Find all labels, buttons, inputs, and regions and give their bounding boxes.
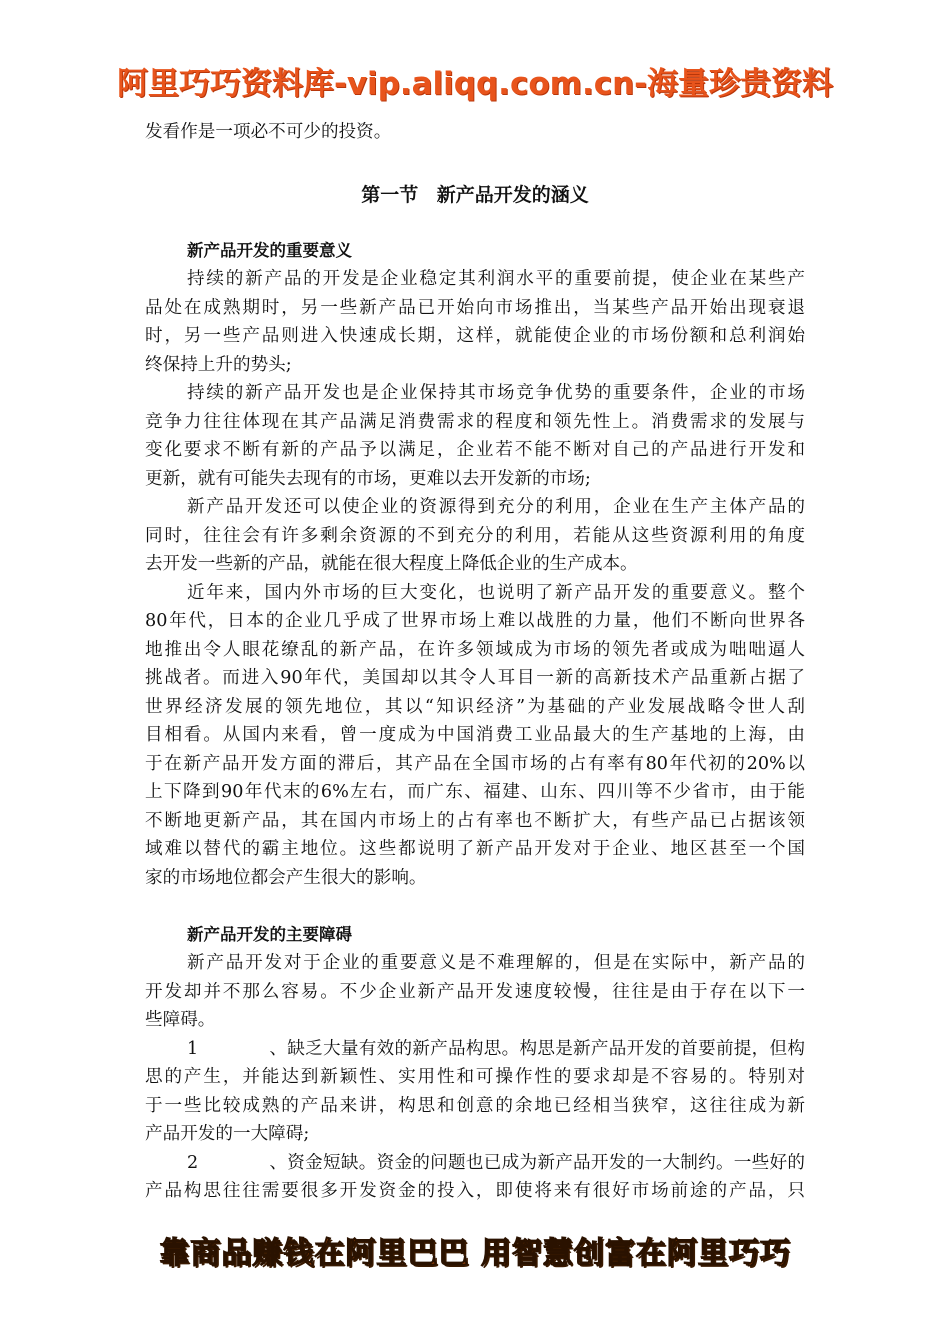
text-line: 去开发一些新的产品，就能在很大程度上降低企业的生产成本。 bbox=[145, 554, 638, 574]
text-line: 新产品开发对于企业的重要意义是不难理解的，但是在实际中，新产品的 bbox=[187, 953, 805, 973]
text-line: 新产品开发还可以使企业的资源得到充分的利用，企业在生产主体产品的 bbox=[187, 497, 805, 517]
document-body bbox=[145, 118, 805, 1206]
list-item bbox=[145, 1035, 805, 1149]
paragraph bbox=[145, 579, 805, 893]
text-line: 更新，就有可能失去现有的市场，更难以去开发新的市场; bbox=[145, 468, 591, 489]
text-line: 些障碍。 bbox=[145, 1010, 216, 1030]
text-line: 世界经济发展的领先地位，其以“知识经济”为基础的产业发展战略令世人刮 bbox=[145, 696, 805, 717]
text-line: 同时，往往会有许多剩余资源的不到充分的利用，若能从这些资源利用的角度 bbox=[145, 525, 805, 546]
text-line: 近年来，国内外市场的巨大变化，也说明了新产品开发的重要意义。整个 bbox=[187, 582, 805, 603]
paragraph bbox=[145, 265, 805, 379]
text-line bbox=[145, 1149, 805, 1178]
text-line: 域难以替代的霸主地位。这些都说明了新产品开发对于企业、地区甚至一个国 bbox=[145, 839, 805, 859]
paragraph bbox=[145, 949, 805, 1035]
footer-banner: 靠商品赚钱在阿里巴巴 用智慧创富在阿里巧巧 bbox=[159, 1236, 791, 1271]
paragraph bbox=[145, 379, 805, 493]
text-line: 开发却并不那么容易。不少企业新产品开发速度较慢，往往是由于存在以下一 bbox=[145, 981, 805, 1002]
text-line: 于一些比较成熟的产品来讲，构思和创意的余地已经相当狭窄，这往往成为新 bbox=[145, 1095, 805, 1116]
text-line bbox=[145, 1035, 805, 1064]
text-line: 于在新产品开发方面的滞后，其产品在全国市场的占有率有80年代初的20%以 bbox=[145, 753, 805, 774]
text-line: 时，另一些产品则进入快速成长期，这样，就能使企业的市场份额和总利润始 bbox=[145, 326, 805, 346]
list-item-text: 缺乏大量有效的新产品构思。构思是新产品开发的首要前提，但构 bbox=[287, 1038, 805, 1059]
text-line: 竞争力往往体现在其产品满足消费需求的程度和领先性上。消费需求的发展与 bbox=[145, 411, 805, 432]
list-item bbox=[145, 1149, 805, 1206]
text-line: 目相看。从国内来看，曾一度成为中国消费工业品最大的生产基地的上海，由 bbox=[145, 725, 805, 745]
header-banner: 阿里巧巧资料库-vip.aliqq.com.cn-海量珍贵资料 bbox=[116, 66, 834, 102]
list-item-number: 2、 bbox=[187, 1152, 287, 1173]
paragraph bbox=[145, 493, 805, 579]
text-line: 终保持上升的势头; bbox=[145, 354, 292, 375]
section-heading-importance: 新产品开发的重要意义 bbox=[187, 240, 352, 260]
section-title: 第一节 新产品开发的涵义 bbox=[361, 183, 589, 206]
text-line: 持续的新产品的开发是企业稳定其利润水平的重要前提，使企业在某些产 bbox=[187, 269, 805, 289]
intro-line: 发看作是一项必不可少的投资。 bbox=[145, 122, 392, 142]
text-line: 思的产生，并能达到新颖性、实用性和可操作性的要求却是不容易的。特别对 bbox=[145, 1067, 805, 1087]
spacer bbox=[145, 892, 805, 921]
text-line: 地推出令人眼花缭乱的新产品，在许多领域成为市场的领先者或成为咄咄逼人 bbox=[145, 639, 805, 660]
text-line: 变化要求不断有新的产品予以满足，企业若不能不断对自己的产品进行开发和 bbox=[145, 440, 805, 460]
text-line: 产品开发的一大障碍; bbox=[145, 1124, 310, 1144]
text-line: 品处在成熟期时，另一些新产品已开始向市场推出，当某些产品开始出现衰退 bbox=[145, 297, 805, 318]
list-item-number: 1、 bbox=[187, 1038, 287, 1059]
text-line: 产品构思往往需要很多开发资金的投入，即使将来有很好市场前途的产品，只 bbox=[145, 1181, 805, 1201]
text-line: 家的市场地位都会产生很大的影响。 bbox=[145, 867, 427, 888]
text-line: 持续的新产品开发也是企业保持其市场竞争优势的重要条件，企业的市场 bbox=[187, 383, 805, 403]
list-item-text: 资金短缺。资金的问题也已成为新产品开发的一大制约。一些好的 bbox=[287, 1152, 805, 1173]
text-line: 挑战者。而进入90年代，美国却以其令人耳目一新的高新技术产品重新占据了 bbox=[145, 668, 805, 688]
text-line: 不断地更新产品，其在国内市场上的占有率也不断扩大，有些产品已占据该领 bbox=[145, 810, 805, 831]
text-line: 上下降到90年代末的6%左右，而广东、福建、山东、四川等不少省市，由于能 bbox=[145, 782, 805, 802]
text-line: 80年代，日本的企业几乎成了世界市场上难以战胜的力量，他们不断向世界各 bbox=[145, 611, 805, 631]
section-heading-obstacles: 新产品开发的主要障碍 bbox=[187, 924, 352, 944]
